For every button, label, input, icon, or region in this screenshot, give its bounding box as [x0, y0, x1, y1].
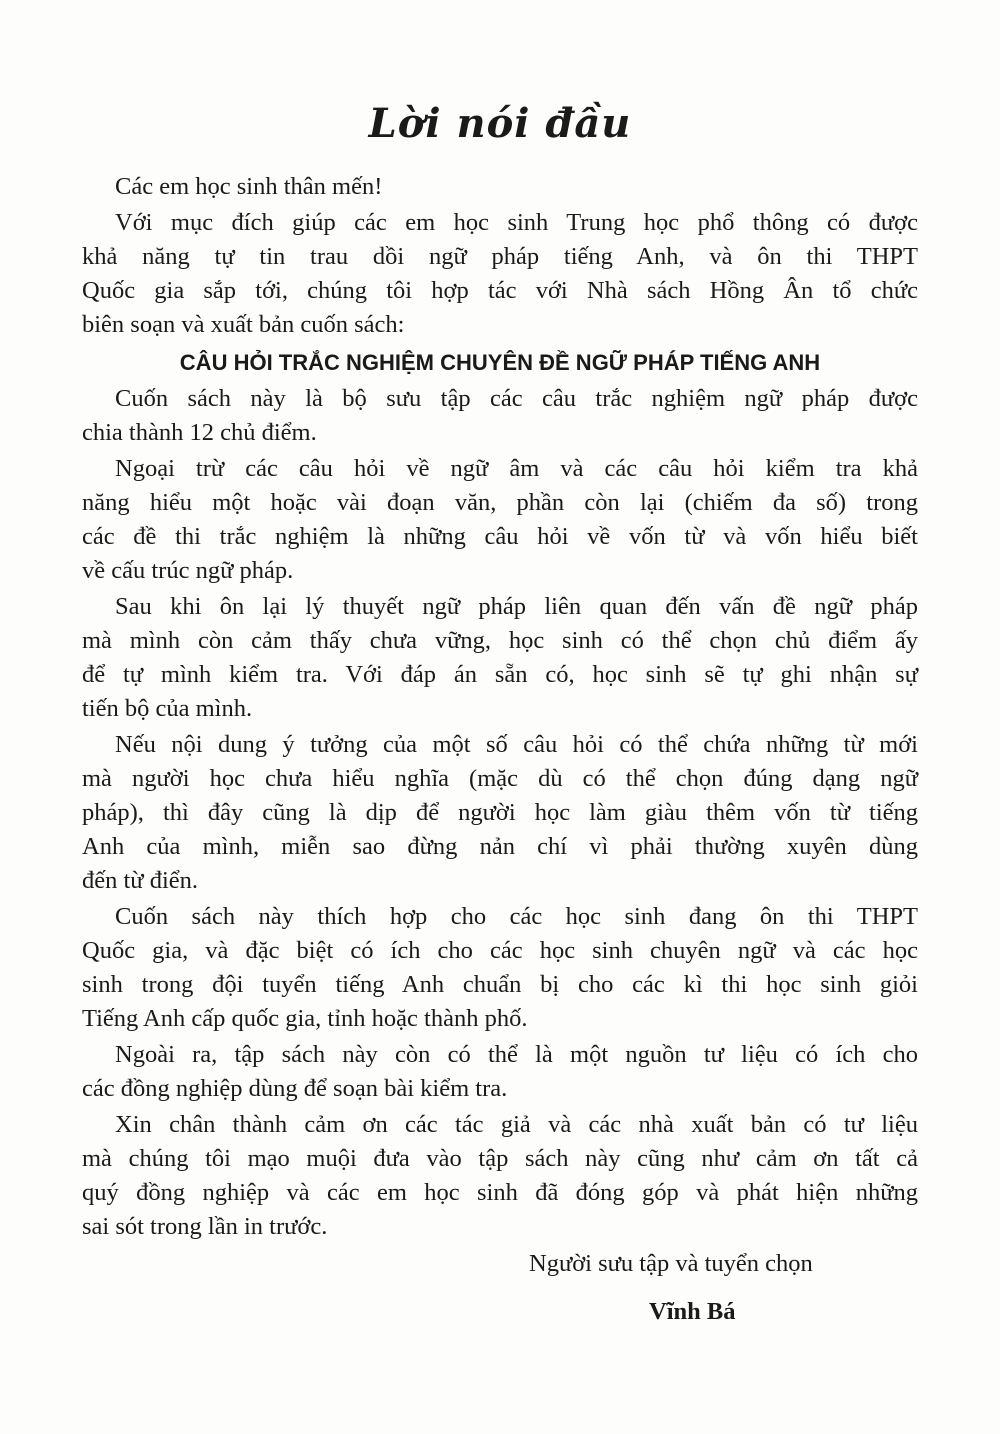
paragraph: [82, 1038, 918, 1106]
text-line: chia thành 12 chủ điểm.: [82, 419, 317, 446]
paragraph: [82, 900, 918, 1036]
text-line: Sau khi ôn lại lý thuyết ngữ pháp liên quan đến vấn đề ngữ pháp: [115, 593, 918, 620]
text-line: Nếu nội dung ý tưởng của một số câu hỏi có thể chứa những từ mới: [115, 731, 918, 758]
text-line: Quốc gia sắp tới, chúng tôi hợp tác với Nhà sách Hồng Ân tổ chức: [82, 277, 918, 304]
text-line: Quốc gia, và đặc biệt có ích cho các học sinh chuyên ngữ và các học: [82, 937, 918, 964]
text-line: biên soạn và xuất bản cuốn sách:: [82, 311, 405, 338]
text-line: Xin chân thành cảm ơn các tác giả và các nhà xuất bản có tư liệu: [115, 1111, 918, 1138]
paragraph: [82, 1108, 918, 1244]
text-line: sinh trong đội tuyển tiếng Anh chuẩn bị cho các kì thi học sinh giỏi: [82, 971, 918, 998]
signature-role: Người sưu tập và tuyển chọn: [529, 1250, 813, 1277]
book-title-heading: CÂU HỎI TRẮC NGHIỆM CHUYÊN ĐỀ NGỮ PHÁP TIẾNG ANH: [179, 350, 821, 375]
text-line: đến từ điển.: [82, 867, 199, 894]
text-line: để tự mình kiểm tra. Với đáp án sẵn có, học sinh sẽ tự ghi nhận sự: [82, 661, 918, 688]
text-line: Ngoại trừ các câu hỏi về ngữ âm và các câu hỏi kiểm tra khả: [115, 455, 918, 482]
text-line: pháp), thì đây cũng là dịp để người học làm giàu thêm vốn từ tiếng: [82, 799, 918, 826]
text-line: quý đồng nghiệp và các em học sinh đã đóng góp và phát hiện những: [82, 1179, 918, 1206]
text-line: Ngoài ra, tập sách này còn có thể là một nguồn tư liệu có ích cho: [115, 1041, 918, 1068]
paragraph: [82, 382, 918, 450]
text-line: Cuốn sách này là bộ sưu tập các câu trắc nghiệm ngữ pháp được: [115, 385, 918, 412]
text-line: tiến bộ của mình.: [82, 695, 253, 722]
text-line: mà người học chưa hiểu nghĩa (mặc dù có thể chọn đúng dạng ngữ: [82, 765, 918, 792]
document-body: [82, 170, 918, 1246]
text-line: mà mình còn cảm thấy chưa vững, học sinh có thể chọn chủ điểm ấy: [82, 627, 918, 654]
text-line: Anh của mình, miễn sao đừng nản chí vì phải thường xuyên dùng: [82, 833, 918, 860]
signature-author: Vĩnh Bá: [649, 1298, 736, 1325]
greeting: Các em học sinh thân mến!: [115, 173, 383, 200]
text-line: các đề thi trắc nghiệm là những câu hỏi về vốn từ và vốn hiểu biết: [82, 523, 918, 550]
text-line: sai sót trong lần in trước.: [82, 1213, 328, 1240]
text-line: Tiếng Anh cấp quốc gia, tỉnh hoặc thành phố.: [82, 1005, 528, 1032]
text-line: khả năng tự tin trau dồi ngữ pháp tiếng Anh, và ôn thi THPT: [82, 243, 918, 270]
text-line: Cuốn sách này thích hợp cho các học sinh đang ôn thi THPT: [115, 903, 918, 930]
paragraph: [82, 206, 918, 342]
text-line: mà chúng tôi mạo muội đưa vào tập sách này cũng như cảm ơn tất cả: [82, 1145, 918, 1172]
greeting-paragraph: [82, 170, 918, 204]
page-title: Lời nói đầu: [368, 100, 632, 147]
paragraph: [82, 728, 918, 898]
text-line: năng hiểu một hoặc vài đoạn văn, phần còn lại (chiếm đa số) trong: [82, 489, 918, 516]
text-line: các đồng nghiệp dùng để soạn bài kiểm tra.: [82, 1075, 508, 1102]
text-line: Với mục đích giúp các em học sinh Trung học phổ thông có được: [115, 209, 918, 236]
paragraph: [82, 452, 918, 588]
text-line: về cấu trúc ngữ pháp.: [82, 557, 294, 584]
paragraph: [82, 590, 918, 726]
